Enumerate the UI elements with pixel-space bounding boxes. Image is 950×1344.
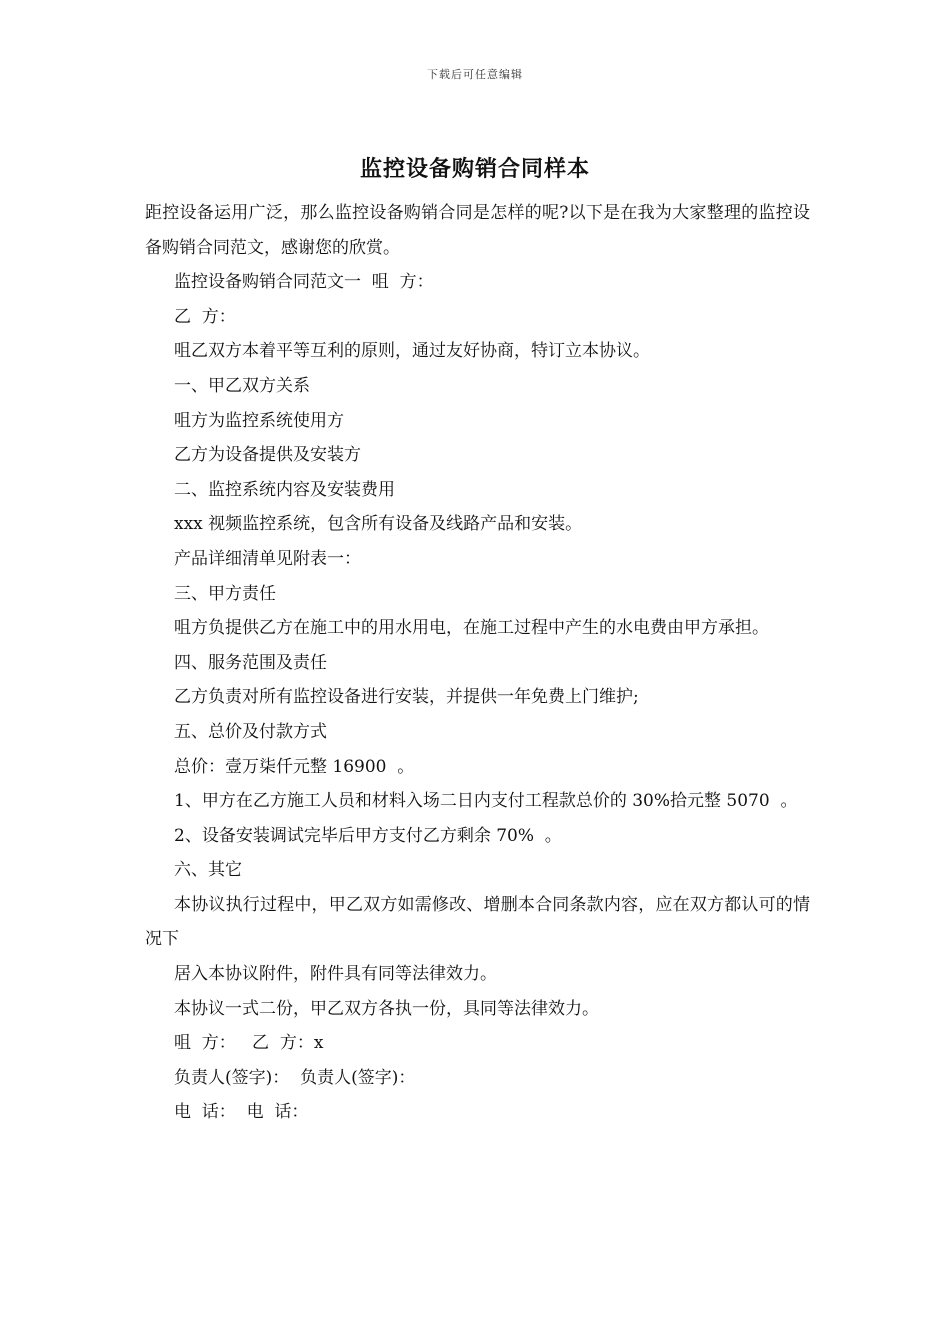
paragraph: 电 话： 电 话： (174, 1102, 309, 1123)
paragraph: 咀方负提供乙方在施工中的用水用电，在施工过程中产生的水电费由甲方承担。 (174, 618, 769, 639)
paragraph: 乙 方： (174, 306, 236, 327)
paragraph: 乙方为设备提供及安装方 (174, 445, 361, 466)
paragraph: 2、设备安装调试完毕后甲方支付乙方剩余 70% 。 (174, 825, 562, 846)
paragraph: 三、甲方责任 (174, 583, 276, 604)
paragraph: 咀乙双方本着平等互利的原则，通过友好协商，特订立本协议。 (174, 341, 650, 362)
paragraph: 产品详细清单见附表一： (174, 548, 361, 569)
paragraph: xxx 视频监控系统，包含所有设备及线路产品和安装。 (174, 514, 583, 535)
paragraph: 五、总价及付款方式 (174, 721, 327, 742)
paragraph: 咀 方： 乙 方：x (174, 1033, 324, 1054)
paragraph: 监控设备购销合同范文一 咀 方： (174, 272, 434, 293)
paragraph: 乙方负责对所有监控设备进行安装，并提供一年免费上门维护; (174, 687, 639, 708)
paragraph: 总价：壹万柒仟元整 16900 。 (174, 756, 415, 777)
header-note: 下载后可任意编辑 (427, 68, 523, 81)
paragraph: 本协议执行过程中，甲乙双方如需修改、增删本合同条款内容，应在双方都认可的情况下 (145, 894, 810, 950)
paragraph: 四、服务范围及责任 (174, 652, 327, 673)
paragraph: 二、监控系统内容及安装费用 (174, 479, 395, 500)
paragraph: 居入本协议附件，附件具有同等法律效力。 (174, 964, 497, 985)
paragraph: 六、其它 (174, 860, 242, 881)
paragraph: 一、甲乙双方关系 (174, 375, 310, 396)
paragraph: 负责人(签字)： 负责人(签字)： (174, 1067, 416, 1088)
paragraph: 距控设备运用广泛，那么监控设备购销合同是怎样的呢?以下是在我为大家整理的监控设备购销合同范文，感谢您的欣赏。 (145, 203, 810, 258)
paragraph: 本协议一式二份，甲乙双方各执一份，具同等法律效力。 (174, 998, 599, 1019)
paragraph: 咀方为监控系统使用方 (174, 410, 344, 431)
document-body (145, 196, 810, 1130)
document-title: 监控设备购销合同样本 (359, 156, 590, 182)
paragraph: 1、甲方在乙方施工人员和材料入场二日内支付工程款总价的 30%拾元整 5070 。 (174, 791, 798, 812)
